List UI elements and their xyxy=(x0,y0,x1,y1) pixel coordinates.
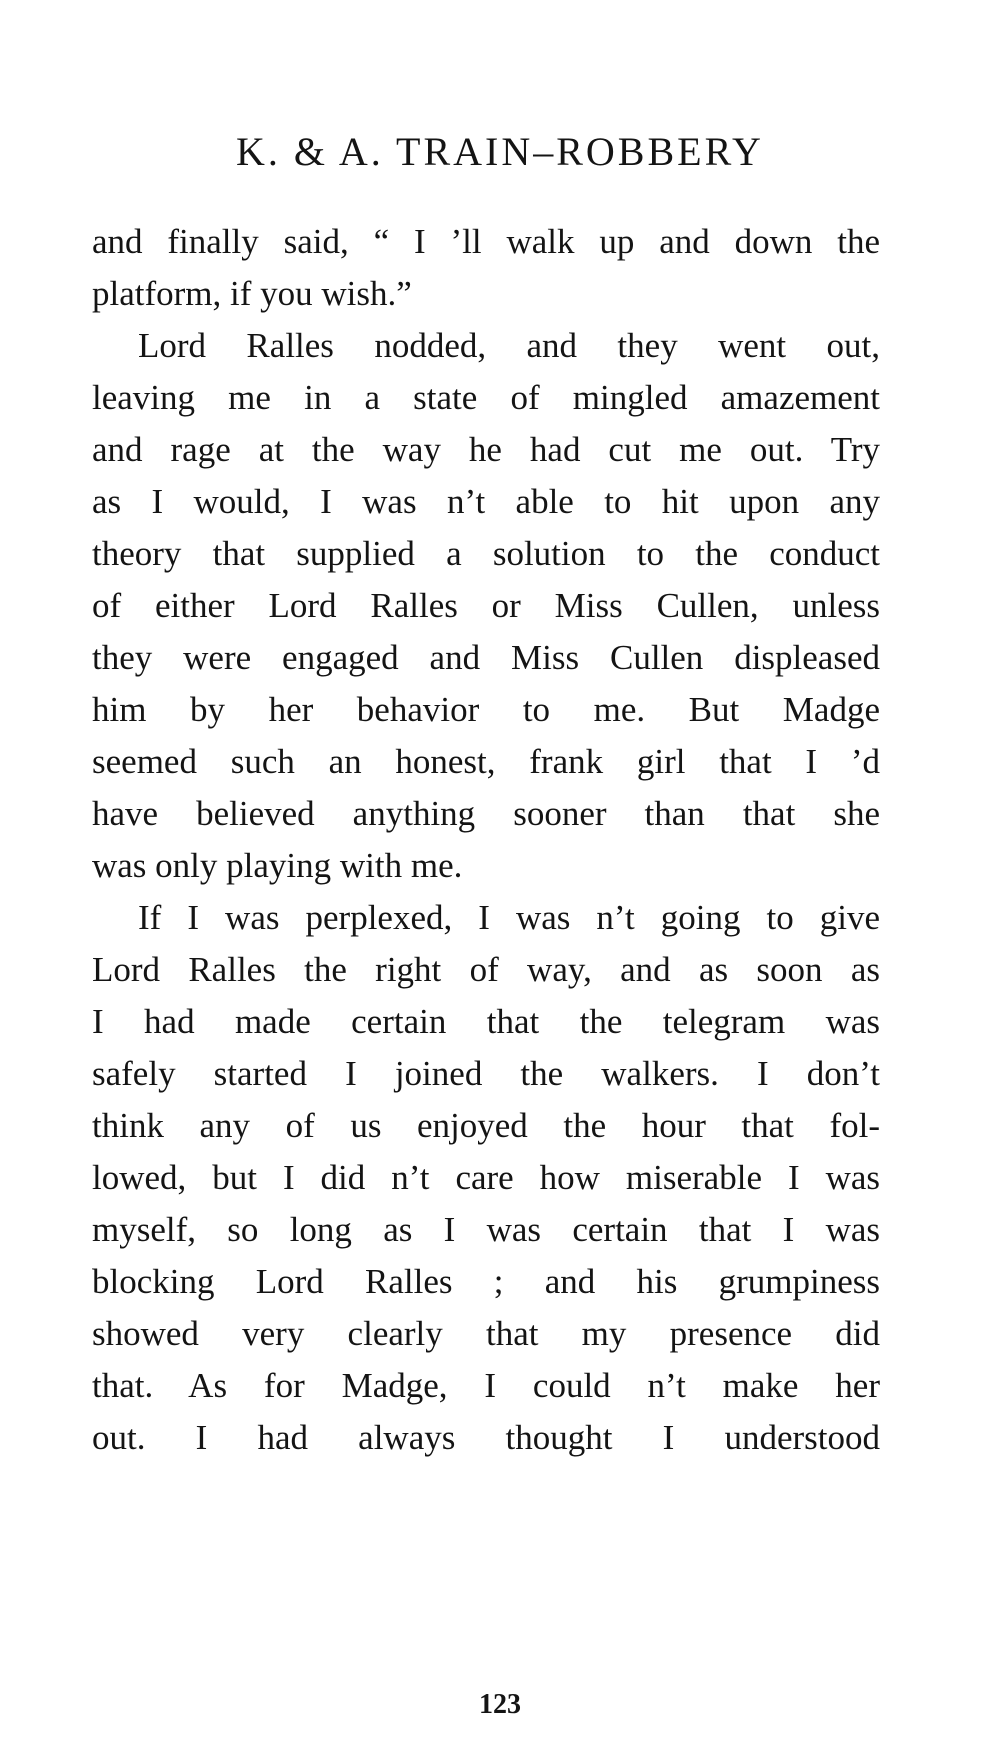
text-line: Lord Ralles the right of way, and as soon as xyxy=(92,950,880,989)
body-text xyxy=(92,216,880,1464)
text-line: seemed such an honest, frank girl that I ’d xyxy=(92,742,880,781)
text-line: lowed, but I did n’t care how miserable I was xyxy=(92,1158,880,1197)
text-line: of either Lord Ralles or Miss Cullen, unless xyxy=(92,586,880,625)
text-line: they were engaged and Miss Cullen displeased xyxy=(92,638,880,677)
text-line: that. As for Madge, I could n’t make her xyxy=(92,1366,880,1405)
text-line: leaving me in a state of mingled amazement xyxy=(92,378,880,417)
text-line: theory that supplied a solution to the conduct xyxy=(92,534,880,573)
text-line: platform, if you wish.” xyxy=(92,274,412,313)
text-line: safely started I joined the walkers. I don’t xyxy=(92,1054,880,1093)
text-line: was only playing with me. xyxy=(92,846,463,885)
text-line: myself, so long as I was certain that I was xyxy=(92,1210,880,1249)
text-line: If I was perplexed, I was n’t going to give xyxy=(138,898,880,937)
text-line: Lord Ralles nodded, and they went out, xyxy=(138,326,880,365)
text-line: I had made certain that the telegram was xyxy=(92,1002,880,1041)
text-line: think any of us enjoyed the hour that fol- xyxy=(92,1106,880,1145)
text-line: out. I had always thought I understood xyxy=(92,1418,880,1457)
text-line: as I would, I was n’t able to hit upon any xyxy=(92,482,880,521)
text-line: showed very clearly that my presence did xyxy=(92,1314,880,1353)
running-head: K. & A. TRAIN–ROBBERY xyxy=(236,129,764,174)
text-line: and rage at the way he had cut me out. Try xyxy=(92,430,880,469)
page-number: 123 xyxy=(479,1689,521,1720)
text-line: have believed anything sooner than that she xyxy=(92,794,880,833)
text-line: blocking Lord Ralles ; and his grumpiness xyxy=(92,1262,880,1301)
text-line: him by her behavior to me. But Madge xyxy=(92,690,880,729)
text-line: and finally said, “ I ’ll walk up and down the xyxy=(92,222,880,261)
